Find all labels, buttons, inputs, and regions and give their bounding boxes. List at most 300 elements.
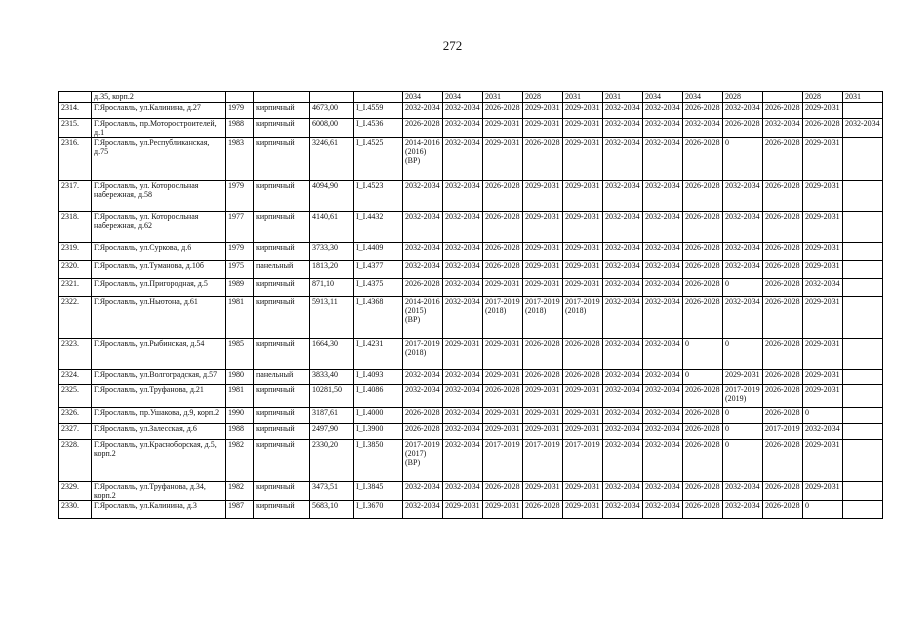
- code-cell: I_I.3670: [354, 501, 403, 519]
- year-range-cell: 2031: [603, 92, 643, 103]
- material-cell: кирпичный: [254, 408, 310, 424]
- row-number: 2327.: [59, 424, 92, 440]
- year-range-cell: 2032-2034: [603, 243, 643, 261]
- row-number: 2328.: [59, 440, 92, 482]
- year-range-cell: 2032-2034: [763, 119, 803, 138]
- address-cell: Г.Ярославль, ул.Красноборская, д.5, корп.2: [92, 440, 226, 482]
- material-cell: кирпичный: [254, 181, 310, 212]
- table-row: [59, 339, 883, 370]
- row-number: 2314.: [59, 103, 92, 119]
- year-range-cell: 2032-2034: [643, 279, 683, 297]
- year-range-cell: 2032-2034: [643, 339, 683, 370]
- code-cell: I_I.3850: [354, 440, 403, 482]
- year-range-cell: 2032-2034: [403, 482, 443, 501]
- year-range-cell: 2026-2028: [683, 440, 723, 482]
- year-range-cell: 2026-2028: [683, 408, 723, 424]
- year-range-cell: 2032-2034: [603, 385, 643, 408]
- year-range-cell: 2029-2031: [483, 370, 523, 385]
- table-row: [59, 370, 883, 385]
- year-cell: 1988: [226, 119, 254, 138]
- year-range-cell: 2029-2031: [803, 243, 843, 261]
- year-range-cell: 2017-2019 (2019): [723, 385, 763, 408]
- year-cell: 1979: [226, 181, 254, 212]
- table-row: [59, 138, 883, 181]
- row-number: 2330.: [59, 501, 92, 519]
- year-range-cell: 2032-2034: [603, 181, 643, 212]
- area-cell: 5683,10: [310, 501, 354, 519]
- row-number: 2317.: [59, 181, 92, 212]
- table-row: [59, 261, 883, 279]
- material-cell: панельный: [254, 370, 310, 385]
- year-range-cell: 2032-2034: [603, 482, 643, 501]
- address-cell: Г.Ярославль, ул.Рыбинская, д.54: [92, 339, 226, 370]
- year-range-cell: 2026-2028: [763, 243, 803, 261]
- year-range-cell: 2026-2028: [763, 138, 803, 181]
- year-range-cell: 2029-2031: [563, 482, 603, 501]
- year-range-cell: 2029-2031: [523, 212, 563, 243]
- year-range-cell: 2026-2028: [523, 370, 563, 385]
- area-cell: 3187,61: [310, 408, 354, 424]
- year-range-cell: [843, 408, 883, 424]
- year-range-cell: 2029-2031: [563, 138, 603, 181]
- year-range-cell: [843, 261, 883, 279]
- year-range-cell: 2032-2034: [443, 119, 483, 138]
- year-range-cell: 2032-2034: [403, 501, 443, 519]
- year-range-cell: 2032-2034: [643, 370, 683, 385]
- code-cell: I_I.4409: [354, 243, 403, 261]
- material-cell: кирпичный: [254, 243, 310, 261]
- year-range-cell: 2032-2034: [603, 119, 643, 138]
- year-range-cell: 2029-2031: [483, 279, 523, 297]
- year-range-cell: 2032-2034: [603, 279, 643, 297]
- address-cell: д.35, корп.2: [92, 92, 226, 103]
- area-cell: 2330,20: [310, 440, 354, 482]
- year-range-cell: 0: [723, 440, 763, 482]
- year-range-cell: 2032-2034: [643, 408, 683, 424]
- row-number: 2321.: [59, 279, 92, 297]
- year-cell: 1979: [226, 243, 254, 261]
- material-cell: панельный: [254, 261, 310, 279]
- table-row: [59, 424, 883, 440]
- row-number: 2319.: [59, 243, 92, 261]
- year-range-cell: 2031: [843, 92, 883, 103]
- year-cell: 1981: [226, 385, 254, 408]
- row-number: 2329.: [59, 482, 92, 501]
- year-range-cell: 2032-2034: [403, 243, 443, 261]
- year-range-cell: 2032-2034: [683, 119, 723, 138]
- year-range-cell: 2029-2031: [803, 212, 843, 243]
- year-range-cell: 0: [723, 279, 763, 297]
- year-range-cell: 2026-2028: [683, 181, 723, 212]
- year-range-cell: 0: [723, 339, 763, 370]
- code-cell: I_I.4432: [354, 212, 403, 243]
- year-cell: 1987: [226, 501, 254, 519]
- area-cell: 10281,50: [310, 385, 354, 408]
- year-range-cell: 2017-2019 (2018): [483, 297, 523, 339]
- year-range-cell: 2026-2028: [483, 181, 523, 212]
- code-cell: [354, 92, 403, 103]
- material-cell: кирпичный: [254, 424, 310, 440]
- year-range-cell: 2026-2028: [803, 119, 843, 138]
- row-number: 2320.: [59, 261, 92, 279]
- year-range-cell: 2032-2034: [603, 424, 643, 440]
- address-cell: Г.Ярославль, ул.Труфанова, д.34, корп.2: [92, 482, 226, 501]
- year-range-cell: 2032-2034: [603, 440, 643, 482]
- area-cell: 1813,20: [310, 261, 354, 279]
- year-range-cell: 2032-2034: [603, 408, 643, 424]
- area-cell: 3246,61: [310, 138, 354, 181]
- area-cell: 6008,00: [310, 119, 354, 138]
- address-cell: Г.Ярославль, ул.Суркова, д.6: [92, 243, 226, 261]
- year-range-cell: 2029-2031: [723, 370, 763, 385]
- year-range-cell: 2026-2028: [683, 501, 723, 519]
- address-cell: Г.Ярославль, ул.Пригородная, д.5: [92, 279, 226, 297]
- year-range-cell: 2032-2034: [643, 385, 683, 408]
- material-cell: кирпичный: [254, 212, 310, 243]
- year-range-cell: 2017-2019 (2018): [523, 297, 563, 339]
- table-row: [59, 385, 883, 408]
- year-cell: 1982: [226, 482, 254, 501]
- year-range-cell: 2026-2028: [763, 261, 803, 279]
- year-range-cell: 2032-2034: [643, 424, 683, 440]
- year-range-cell: 2026-2028: [763, 212, 803, 243]
- area-cell: 3733,30: [310, 243, 354, 261]
- year-range-cell: 2026-2028: [683, 385, 723, 408]
- year-range-cell: 2032-2034: [403, 212, 443, 243]
- code-cell: I_I.4000: [354, 408, 403, 424]
- year-range-cell: 2026-2028: [683, 424, 723, 440]
- row-number: 2324.: [59, 370, 92, 385]
- material-cell: кирпичный: [254, 138, 310, 181]
- table-row: [59, 482, 883, 501]
- year-range-cell: 2034: [643, 92, 683, 103]
- address-cell: Г.Ярославль, ул.Калинина, д.27: [92, 103, 226, 119]
- year-range-cell: 2026-2028: [483, 212, 523, 243]
- register-body: [59, 92, 883, 519]
- row-number: 2323.: [59, 339, 92, 370]
- material-cell: кирпичный: [254, 385, 310, 408]
- code-cell: I_I.4086: [354, 385, 403, 408]
- year-range-cell: 2029-2031: [483, 119, 523, 138]
- year-range-cell: 2026-2028: [523, 339, 563, 370]
- year-range-cell: 2032-2034: [603, 138, 643, 181]
- year-range-cell: 2029-2031: [563, 119, 603, 138]
- year-range-cell: [843, 243, 883, 261]
- year-range-cell: 2026-2028: [683, 297, 723, 339]
- year-range-cell: 2032-2034: [403, 385, 443, 408]
- table-row: [59, 92, 883, 103]
- year-range-cell: 2029-2031: [483, 424, 523, 440]
- year-range-cell: 2014-2016 (2015) (ВР): [403, 297, 443, 339]
- year-range-cell: 2029-2031: [803, 482, 843, 501]
- year-range-cell: 2026-2028: [483, 261, 523, 279]
- address-cell: Г.Ярославль, ул.Туманова, д.10б: [92, 261, 226, 279]
- year-range-cell: 2029-2031: [563, 424, 603, 440]
- row-number: 2322.: [59, 297, 92, 339]
- year-range-cell: 2032-2034: [723, 261, 763, 279]
- year-range-cell: 2032-2034: [803, 279, 843, 297]
- year-range-cell: 2026-2028: [683, 103, 723, 119]
- area-cell: 4673,00: [310, 103, 354, 119]
- row-number: [59, 92, 92, 103]
- year-range-cell: 2032-2034: [603, 370, 643, 385]
- year-range-cell: [843, 212, 883, 243]
- year-range-cell: 2026-2028: [683, 212, 723, 243]
- year-range-cell: 0: [723, 424, 763, 440]
- year-range-cell: 2026-2028: [563, 339, 603, 370]
- year-range-cell: 2032-2034: [443, 408, 483, 424]
- year-range-cell: 2029-2031: [563, 501, 603, 519]
- year-range-cell: 2032-2034: [443, 482, 483, 501]
- table-row: [59, 103, 883, 119]
- year-range-cell: 2032-2034: [843, 119, 883, 138]
- year-range-cell: 2026-2028: [683, 279, 723, 297]
- year-range-cell: [843, 103, 883, 119]
- year-range-cell: 0: [723, 138, 763, 181]
- year-range-cell: [843, 370, 883, 385]
- area-cell: 1664,30: [310, 339, 354, 370]
- material-cell: кирпичный: [254, 440, 310, 482]
- year-range-cell: 2032-2034: [403, 261, 443, 279]
- code-cell: I_I.4377: [354, 261, 403, 279]
- year-range-cell: 2026-2028: [403, 408, 443, 424]
- year-range-cell: 2028: [523, 92, 563, 103]
- year-range-cell: 2029-2031: [523, 103, 563, 119]
- year-range-cell: 2032-2034: [643, 181, 683, 212]
- year-range-cell: 2032-2034: [603, 501, 643, 519]
- year-range-cell: 2034: [443, 92, 483, 103]
- code-cell: I_I.3900: [354, 424, 403, 440]
- year-range-cell: [843, 482, 883, 501]
- year-range-cell: 2032-2034: [603, 297, 643, 339]
- register-table: [58, 91, 883, 519]
- year-range-cell: 2029-2031: [523, 243, 563, 261]
- year-range-cell: [843, 424, 883, 440]
- year-range-cell: 2029-2031: [483, 408, 523, 424]
- year-range-cell: 2028: [723, 92, 763, 103]
- year-range-cell: 2032-2034: [443, 243, 483, 261]
- year-range-cell: 2017-2019: [523, 440, 563, 482]
- year-range-cell: 2029-2031: [523, 424, 563, 440]
- year-range-cell: 2029-2031: [523, 279, 563, 297]
- year-range-cell: 2032-2034: [803, 424, 843, 440]
- material-cell: кирпичный: [254, 339, 310, 370]
- material-cell: кирпичный: [254, 482, 310, 501]
- year-range-cell: 2032-2034: [723, 103, 763, 119]
- year-range-cell: 2026-2028: [763, 385, 803, 408]
- year-range-cell: 2032-2034: [643, 103, 683, 119]
- year-range-cell: 2017-2019 (2018): [563, 297, 603, 339]
- year-range-cell: 2032-2034: [443, 440, 483, 482]
- table-row: [59, 279, 883, 297]
- year-range-cell: 2026-2028: [763, 440, 803, 482]
- code-cell: I_I.4375: [354, 279, 403, 297]
- year-range-cell: 2032-2034: [443, 370, 483, 385]
- year-cell: 1989: [226, 279, 254, 297]
- year-range-cell: 2026-2028: [683, 243, 723, 261]
- area-cell: 4140,61: [310, 212, 354, 243]
- code-cell: I_I.4559: [354, 103, 403, 119]
- code-cell: I_I.4525: [354, 138, 403, 181]
- year-range-cell: 2026-2028: [683, 261, 723, 279]
- year-range-cell: 2029-2031: [803, 261, 843, 279]
- year-range-cell: 2032-2034: [443, 212, 483, 243]
- area-cell: 871,10: [310, 279, 354, 297]
- year-cell: 1990: [226, 408, 254, 424]
- address-cell: Г.Ярославль, ул.Республиканская, д.75: [92, 138, 226, 181]
- year-range-cell: 2029-2031: [563, 261, 603, 279]
- year-range-cell: 2026-2028: [763, 370, 803, 385]
- year-range-cell: 2029-2031: [523, 408, 563, 424]
- year-range-cell: 2017-2019: [483, 440, 523, 482]
- year-range-cell: 2026-2028: [763, 279, 803, 297]
- year-range-cell: 2032-2034: [643, 482, 683, 501]
- area-cell: 3833,40: [310, 370, 354, 385]
- year-range-cell: 2026-2028: [763, 408, 803, 424]
- year-range-cell: 2032-2034: [643, 212, 683, 243]
- row-number: 2325.: [59, 385, 92, 408]
- year-cell: 1988: [226, 424, 254, 440]
- year-range-cell: 2031: [483, 92, 523, 103]
- year-range-cell: 2032-2034: [643, 119, 683, 138]
- year-range-cell: 2032-2034: [443, 424, 483, 440]
- year-range-cell: 2029-2031: [803, 440, 843, 482]
- year-range-cell: 2034: [683, 92, 723, 103]
- year-range-cell: 2026-2028: [483, 482, 523, 501]
- year-range-cell: 2032-2034: [443, 279, 483, 297]
- table-row: [59, 297, 883, 339]
- year-range-cell: 0: [803, 501, 843, 519]
- material-cell: кирпичный: [254, 119, 310, 138]
- year-range-cell: 2029-2031: [523, 119, 563, 138]
- year-range-cell: 2026-2028: [683, 138, 723, 181]
- year-range-cell: 2029-2031: [523, 181, 563, 212]
- table-row: [59, 119, 883, 138]
- year-range-cell: 2029-2031: [443, 339, 483, 370]
- year-range-cell: 2032-2034: [643, 243, 683, 261]
- year-range-cell: 2017-2019 (2018): [403, 339, 443, 370]
- year-range-cell: 2026-2028: [523, 138, 563, 181]
- year-range-cell: 2034: [403, 92, 443, 103]
- year-range-cell: 2032-2034: [603, 339, 643, 370]
- address-cell: Г.Ярославль, ул.Ньютона, д.61: [92, 297, 226, 339]
- year-range-cell: [843, 339, 883, 370]
- year-range-cell: 2017-2019 (2017) (ВР): [403, 440, 443, 482]
- year-range-cell: 2029-2031: [803, 385, 843, 408]
- row-number: 2318.: [59, 212, 92, 243]
- year-range-cell: 2026-2028: [563, 370, 603, 385]
- year-cell: 1983: [226, 138, 254, 181]
- year-range-cell: 2032-2034: [443, 138, 483, 181]
- page-number: 272: [442, 38, 463, 53]
- code-cell: I_I.3845: [354, 482, 403, 501]
- address-cell: Г.Ярославль, ул.Волгоградская, д.57: [92, 370, 226, 385]
- year-range-cell: 2029-2031: [803, 297, 843, 339]
- year-range-cell: 2032-2034: [443, 261, 483, 279]
- year-range-cell: [843, 297, 883, 339]
- year-range-cell: 2032-2034: [443, 181, 483, 212]
- year-range-cell: 2032-2034: [443, 297, 483, 339]
- year-range-cell: 0: [723, 408, 763, 424]
- address-cell: Г.Ярославль, ул.Залесская, д.6: [92, 424, 226, 440]
- year-range-cell: 2032-2034: [723, 297, 763, 339]
- year-range-cell: 2029-2031: [803, 181, 843, 212]
- code-cell: I_I.4523: [354, 181, 403, 212]
- table-row: [59, 440, 883, 482]
- address-cell: Г.Ярославль, ул.Труфанова, д.21: [92, 385, 226, 408]
- material-cell: кирпичный: [254, 103, 310, 119]
- material-cell: кирпичный: [254, 501, 310, 519]
- area-cell: [310, 92, 354, 103]
- material-cell: [254, 92, 310, 103]
- year-range-cell: 2026-2028: [763, 501, 803, 519]
- year-range-cell: 2026-2028: [523, 501, 563, 519]
- address-cell: Г.Ярославль, ул. Которосльная набережная, д.58: [92, 181, 226, 212]
- year-range-cell: [843, 440, 883, 482]
- year-range-cell: 2026-2028: [483, 385, 523, 408]
- year-range-cell: 2029-2031: [483, 339, 523, 370]
- table-row: [59, 408, 883, 424]
- year-cell: 1985: [226, 339, 254, 370]
- code-cell: I_I.4231: [354, 339, 403, 370]
- year-cell: 1982: [226, 440, 254, 482]
- year-range-cell: 2029-2031: [443, 501, 483, 519]
- year-range-cell: 2032-2034: [723, 212, 763, 243]
- year-range-cell: [843, 501, 883, 519]
- year-range-cell: 2032-2034: [403, 103, 443, 119]
- code-cell: I_I.4093: [354, 370, 403, 385]
- year-range-cell: 2032-2034: [443, 385, 483, 408]
- row-number: 2326.: [59, 408, 92, 424]
- year-range-cell: 2032-2034: [643, 297, 683, 339]
- year-range-cell: 2032-2034: [443, 103, 483, 119]
- year-range-cell: 0: [683, 370, 723, 385]
- year-range-cell: 2026-2028: [763, 339, 803, 370]
- year-range-cell: 2028: [803, 92, 843, 103]
- address-cell: Г.Ярославль, пр.Моторостроителей, д.1: [92, 119, 226, 138]
- area-cell: 3473,51: [310, 482, 354, 501]
- address-cell: Г.Ярославль, пр.Ушакова, д.9, корп.2: [92, 408, 226, 424]
- year-range-cell: 2026-2028: [403, 424, 443, 440]
- year-cell: 1980: [226, 370, 254, 385]
- year-range-cell: 2029-2031: [523, 482, 563, 501]
- year-cell: 1977: [226, 212, 254, 243]
- year-range-cell: 2032-2034: [603, 261, 643, 279]
- year-range-cell: 2032-2034: [723, 243, 763, 261]
- year-range-cell: 2014-2016 (2016) (ВР): [403, 138, 443, 181]
- year-range-cell: 2029-2031: [563, 385, 603, 408]
- year-range-cell: 2029-2031: [803, 138, 843, 181]
- year-range-cell: 2017-2019: [563, 440, 603, 482]
- year-cell: 1975: [226, 261, 254, 279]
- year-range-cell: 2026-2028: [763, 103, 803, 119]
- address-cell: Г.Ярославль, ул. Которосльная набережная, д.62: [92, 212, 226, 243]
- year-range-cell: 0: [683, 339, 723, 370]
- year-range-cell: 2032-2034: [643, 261, 683, 279]
- table-row: [59, 243, 883, 261]
- year-range-cell: 2029-2031: [563, 279, 603, 297]
- address-cell: Г.Ярославль, ул.Калинина, д.3: [92, 501, 226, 519]
- material-cell: кирпичный: [254, 297, 310, 339]
- year-cell: 1979: [226, 103, 254, 119]
- year-range-cell: 2032-2034: [643, 440, 683, 482]
- year-cell: [226, 92, 254, 103]
- year-range-cell: [843, 279, 883, 297]
- code-cell: I_I.4536: [354, 119, 403, 138]
- year-range-cell: 2031: [563, 92, 603, 103]
- table-row: [59, 501, 883, 519]
- material-cell: кирпичный: [254, 279, 310, 297]
